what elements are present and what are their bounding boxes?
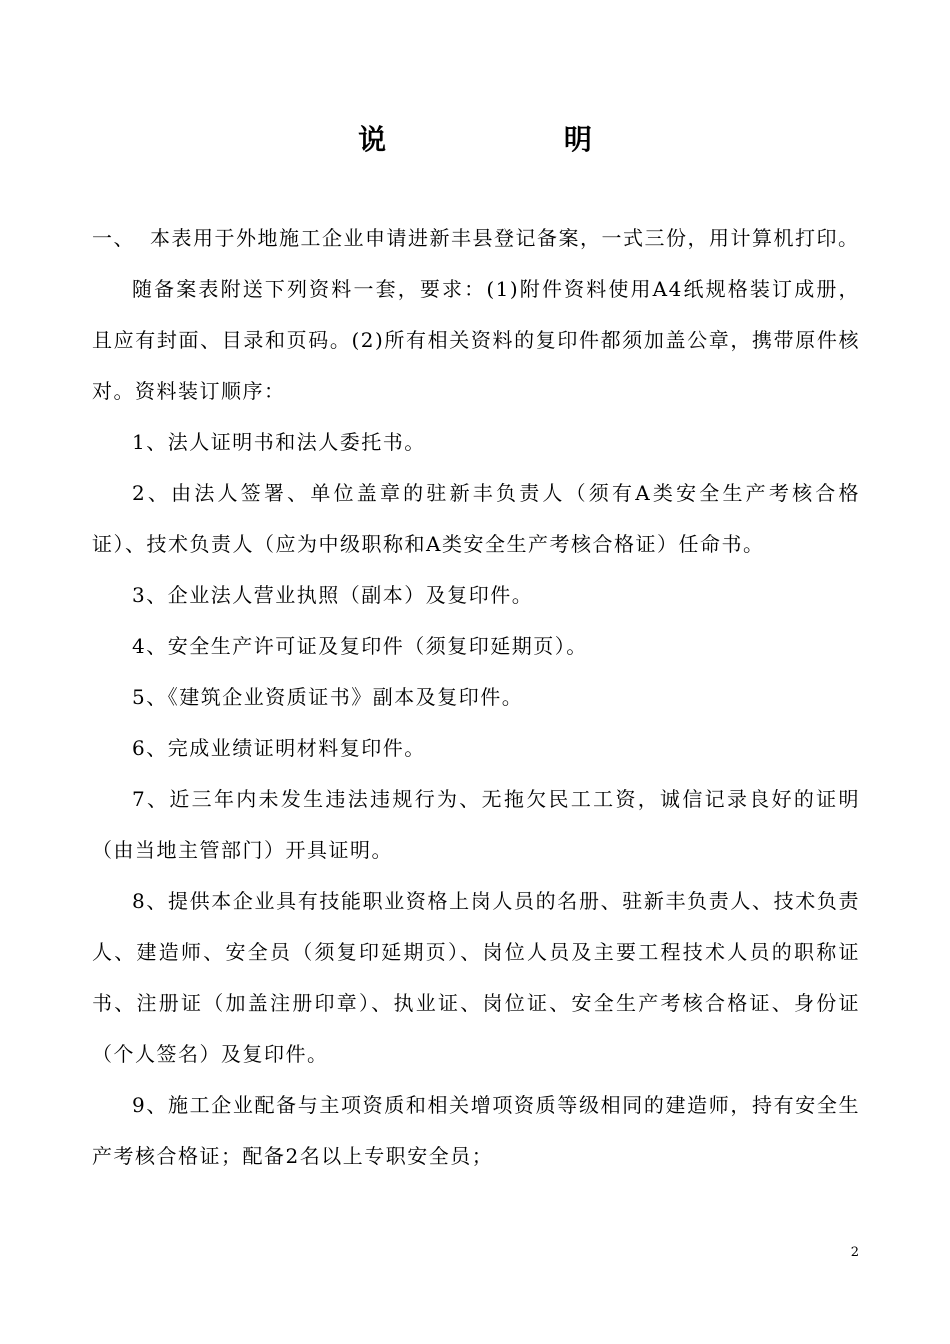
intro-paragraph: 随备案表附送下列资料一套，要求：(1)附件资料使用A4纸规格装订成册，且应有封面、目录和页码。(2)所有相关资料的复印件都须加盖公章，携带原件核对。资料装订顺序： <box>92 277 860 403</box>
page-number: 2 <box>850 1245 859 1260</box>
list-item: 5、《建筑企业资质证书》副本及复印件。 <box>132 685 524 709</box>
list-item: 6、完成业绩证明材料复印件。 <box>132 736 426 760</box>
list-item: 2、由法人签署、单位盖章的驻新丰负责人（须有A类安全生产考核合格证）、技术负责人（应为中级职称和A类安全生产考核合格证）任命书。 <box>92 481 860 556</box>
item-one-text: 本表用于外地施工企业申请进新丰县登记备案，一式三份，用计算机打印。 <box>150 226 860 250</box>
document-body <box>92 213 860 1182</box>
item-one <box>92 213 860 264</box>
list-item: 7、近三年内未发生违法违规行为、无拖欠民工工资，诚信记录良好的证明（由当地主管部门）开具证明。 <box>92 787 860 862</box>
list-item: 8、提供本企业具有技能职业资格上岗人员的名册、驻新丰负责人、技术负责人、建造师、安全员（须复印延期页）、岗位人员及主要工程技术人员的职称证书、注册证（加盖注册印章）、执业证、岗位证、安全生产考核合格证、身份证（个人签名）及复印件。 <box>92 889 860 1066</box>
item-one-number: 一、 <box>92 226 135 250</box>
list-item: 4、安全生产许可证及复印件（须复印延期页）。 <box>132 634 588 658</box>
list-item: 1、法人证明书和法人委托书。 <box>132 430 426 454</box>
list-item: 9、施工企业配备与主项资质和相关增项资质等级相同的建造师，持有安全生产考核合格证；配备2名以上专职安全员； <box>92 1093 860 1168</box>
list-item: 3、企业法人营业执照（副本）及复印件。 <box>132 583 534 607</box>
page-title: 说 明 <box>358 123 676 156</box>
